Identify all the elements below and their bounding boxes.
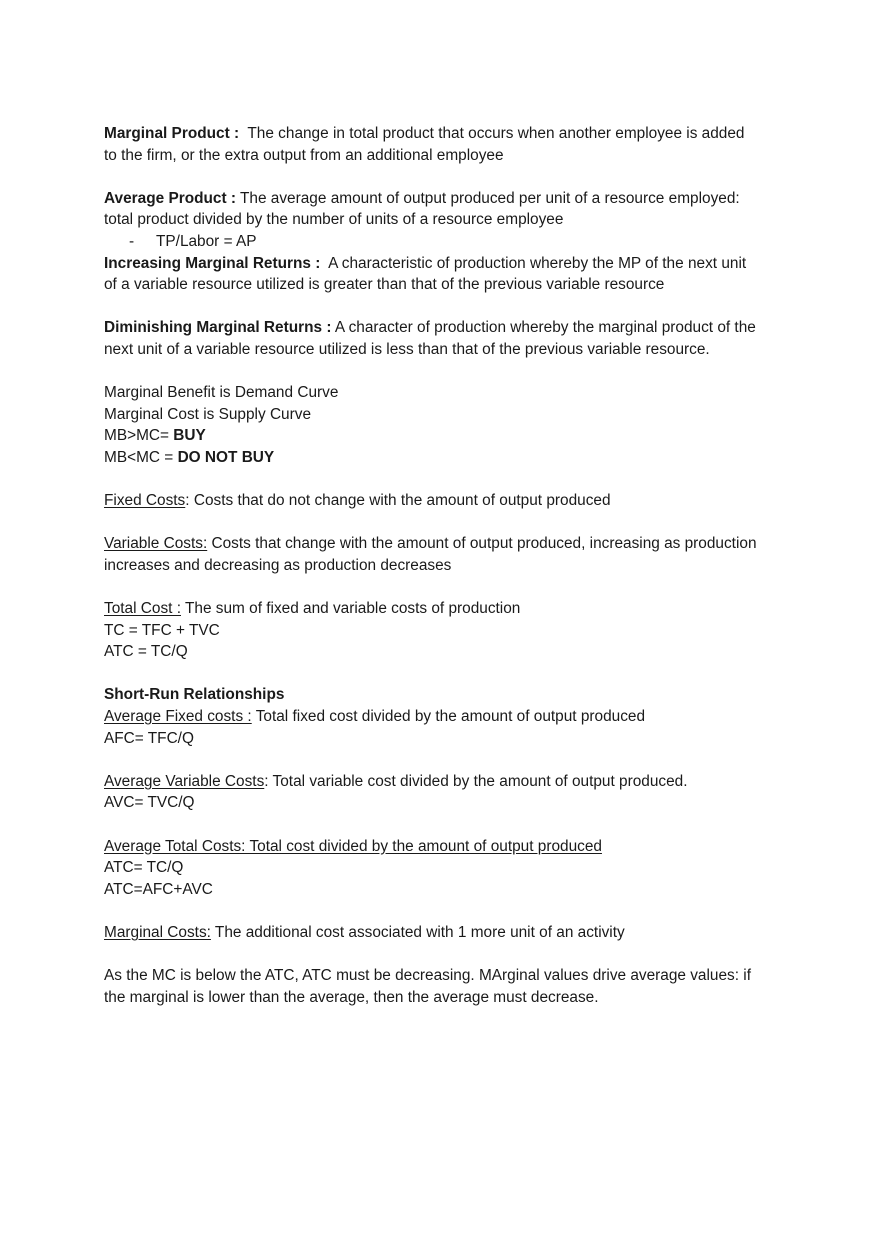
atc-formula: ATC = TC/Q xyxy=(104,643,188,661)
increasing-returns-line-1 xyxy=(104,253,794,275)
atc-formula-2: ATC=AFC+AVC xyxy=(104,880,213,898)
spacer xyxy=(104,749,794,771)
afc-term: Average Fixed costs : xyxy=(104,708,252,726)
document-page xyxy=(104,123,794,1008)
total-cost-line xyxy=(104,598,794,620)
average-product-line-2: total product divided by the number of units of a resource employee xyxy=(104,211,564,229)
increasing-returns-definition: A characteristic of production whereby the MP of the next unit xyxy=(328,254,747,272)
spacer xyxy=(104,512,794,534)
buy-rule-value: BUY xyxy=(173,427,206,445)
diminishing-returns-line-2: next unit of a variable resource utilized is less than that of the previous variable resource. xyxy=(104,340,710,358)
no-buy-rule-value: DO NOT BUY xyxy=(177,448,275,466)
no-buy-rule xyxy=(104,447,794,469)
average-product-line-1 xyxy=(104,188,794,210)
increasing-returns-line-2: of a variable resource utilized is greater than that of the previous variable resource xyxy=(104,276,665,294)
fixed-costs-term: Fixed Costs xyxy=(104,492,186,510)
variable-costs-line-1 xyxy=(104,533,794,555)
diminishing-returns-term: Diminishing Marginal Returns : xyxy=(104,319,332,337)
marginal-product-term: Marginal Product : xyxy=(104,125,240,142)
marginal-product-line-1 xyxy=(104,123,794,145)
marginal-benefit-line: Marginal Benefit is Demand Curve xyxy=(104,384,339,402)
avc-separator: : xyxy=(264,772,269,790)
buy-rule xyxy=(104,425,794,447)
average-product-term: Average Product : xyxy=(104,189,236,207)
conclusion-line-1: As the MC is below the ATC, ATC must be decreasing. MArginal values drive average values: if xyxy=(104,967,751,985)
marginal-product-line-2: to the firm, or the extra output from an additional employee xyxy=(104,146,504,164)
spacer xyxy=(104,576,794,598)
marginal-product-definition: The change in total product that occurs when another employee is added xyxy=(247,125,745,142)
avc-formula: AVC= TVC/Q xyxy=(104,794,195,812)
afc-formula: AFC= TFC/Q xyxy=(104,729,194,747)
marginal-costs-line xyxy=(104,922,794,944)
variable-costs-definition: Costs that change with the amount of output produced, increasing as production xyxy=(211,535,757,553)
short-run-heading: Short-Run Relationships xyxy=(104,686,285,704)
afc-definition: Total fixed cost divided by the amount of output produced xyxy=(255,708,646,726)
average-product-formula: TP/Labor = AP xyxy=(156,232,257,250)
diminishing-returns-line-1 xyxy=(104,317,794,339)
total-cost-term: Total Cost : xyxy=(104,600,181,618)
fixed-costs-line xyxy=(104,490,794,512)
spacer xyxy=(104,944,794,966)
spacer xyxy=(104,166,794,188)
fixed-costs-definition: Costs that do not change with the amount of output produced xyxy=(193,492,611,510)
avc-definition: Total variable cost divided by the amount of output produced. xyxy=(272,772,688,790)
spacer xyxy=(104,663,794,685)
spacer xyxy=(104,469,794,491)
diminishing-returns-definition: A character of production whereby the marginal product of the xyxy=(334,319,756,337)
spacer xyxy=(104,296,794,318)
fixed-costs-separator: : xyxy=(185,492,190,510)
atc-formula-1: ATC= TC/Q xyxy=(104,859,184,877)
avc-term: Average Variable Costs xyxy=(104,772,265,790)
average-product-definition: The average amount of output produced per unit of a resource employed: xyxy=(240,189,740,207)
spacer xyxy=(104,900,794,922)
buy-rule-prefix: MB>MC= xyxy=(104,427,169,445)
marginal-cost-line: Marginal Cost is Supply Curve xyxy=(104,405,311,423)
variable-costs-line-2: increases and decreasing as production decreases xyxy=(104,556,452,574)
no-buy-rule-prefix: MB<MC = xyxy=(104,448,174,466)
increasing-returns-term: Increasing Marginal Returns : xyxy=(104,254,321,272)
marginal-costs-definition: The additional cost associated with 1 more unit of an activity xyxy=(214,923,625,941)
total-cost-formula: TC = TFC + TVC xyxy=(104,621,220,639)
afc-line xyxy=(104,706,794,728)
variable-costs-term: Variable Costs: xyxy=(104,535,208,553)
avc-line xyxy=(104,771,794,793)
average-product-bullet xyxy=(104,231,794,253)
atc-definition-line: Average Total Costs: Total cost divided by the amount of output produced xyxy=(104,837,602,855)
spacer xyxy=(104,814,794,836)
total-cost-definition: The sum of fixed and variable costs of production xyxy=(184,600,521,618)
conclusion-line-2: the marginal is lower than the average, then the average must decrease. xyxy=(104,988,599,1006)
bullet-dash: - xyxy=(129,232,135,250)
marginal-costs-term: Marginal Costs: xyxy=(104,923,211,941)
spacer xyxy=(104,361,794,383)
